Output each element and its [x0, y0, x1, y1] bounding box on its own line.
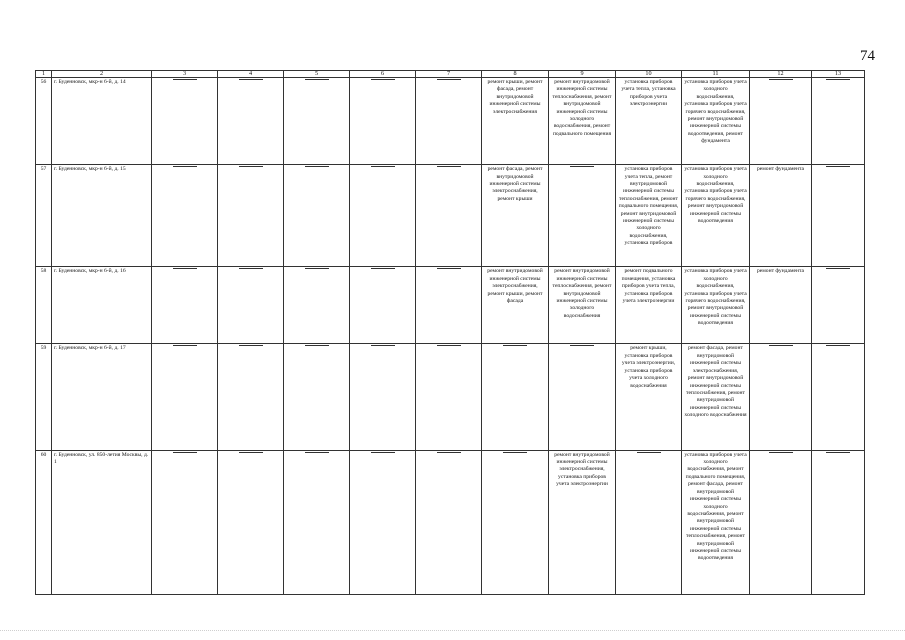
dash-mark	[239, 166, 263, 167]
work-cell: ремонт фундамента	[750, 165, 812, 267]
col-header: 6	[350, 71, 416, 78]
work-cell: ремонт внутридомовой инженерной системы электроснабжения, ремонт крыши, ремонт фасада	[482, 267, 549, 344]
table-row	[36, 78, 865, 165]
empty-cell	[482, 450, 549, 594]
dash-mark	[637, 452, 661, 453]
empty-cell	[218, 267, 284, 344]
empty-cell	[284, 165, 350, 267]
dash-mark	[570, 166, 594, 167]
empty-cell	[218, 450, 284, 594]
dash-mark	[371, 345, 395, 346]
dash-mark	[769, 79, 793, 80]
empty-cell	[218, 165, 284, 267]
dash-mark	[826, 452, 850, 453]
address-cell: г. Буденновск, мкр-н 6-й, д. 15	[52, 165, 152, 267]
table-row	[36, 450, 865, 594]
dash-mark	[239, 268, 263, 269]
empty-cell	[152, 267, 218, 344]
dash-mark	[437, 452, 461, 453]
work-cell: установка приборов учета холодного водоснабжения, ремонт подвального помещения, ремонт фасада, ремонт внутридомовой инженерной системы холодного водоснабжения, ремонт внутридомовой инженерной системы теплоснабжения, ремонт внутридомовой инженерной системы водоотведения	[682, 450, 750, 594]
empty-cell	[284, 78, 350, 165]
work-cell: ремонт фундамента	[750, 267, 812, 344]
dash-mark	[437, 79, 461, 80]
empty-cell	[350, 344, 416, 450]
empty-cell	[218, 78, 284, 165]
empty-cell	[416, 267, 482, 344]
dash-mark	[570, 345, 594, 346]
empty-cell	[812, 165, 865, 267]
empty-cell	[616, 450, 682, 594]
dash-mark	[826, 79, 850, 80]
col-header: 4	[218, 71, 284, 78]
col-header: 12	[750, 71, 812, 78]
empty-cell	[152, 344, 218, 450]
dash-mark	[239, 345, 263, 346]
table-row	[36, 165, 865, 267]
dash-mark	[173, 345, 197, 346]
dash-mark	[173, 452, 197, 453]
dash-mark	[305, 166, 329, 167]
col-header: 11	[682, 71, 750, 78]
empty-cell	[284, 450, 350, 594]
empty-cell	[350, 78, 416, 165]
work-cell: ремонт фасада, ремонт внутридомовой инженерной системы электроснабжения, ремонт крыши	[482, 165, 549, 267]
empty-cell	[549, 165, 616, 267]
row-number: 56	[36, 78, 52, 165]
work-cell: установка приборов учета холодного водоснабжения, установка приборов учета горячего водоснабжения, ремонт внутридомовой инженерной системы водоотведения	[682, 165, 750, 267]
empty-cell	[812, 344, 865, 450]
address-cell: г. Буденновск, мкр-н 6-й, д. 14	[52, 78, 152, 165]
dash-mark	[437, 268, 461, 269]
table-row	[36, 267, 865, 344]
dash-mark	[826, 345, 850, 346]
empty-cell	[416, 78, 482, 165]
work-cell: установка приборов учета холодного водоснабжения, установка приборов учета горячего водоснабжения, ремонт внутридомовой инженерной системы водоотведения, ремонт фундамента	[682, 78, 750, 165]
dash-mark	[173, 166, 197, 167]
empty-cell	[152, 450, 218, 594]
col-header: 2	[52, 71, 152, 78]
dash-mark	[173, 268, 197, 269]
work-cell: установка приборов учета холодного водоснабжения, установка приборов учета горячего водоснабжения, ремонт внутридомовой инженерной системы водоотведения	[682, 267, 750, 344]
dash-mark	[371, 268, 395, 269]
row-number: 57	[36, 165, 52, 267]
empty-cell	[482, 344, 549, 450]
empty-cell	[284, 267, 350, 344]
empty-cell	[416, 450, 482, 594]
dash-mark	[503, 345, 527, 346]
col-header: 10	[616, 71, 682, 78]
empty-cell	[152, 165, 218, 267]
work-cell: ремонт подвального помещения, установка приборов учета тепла, установка приборов учета электроэнергии	[616, 267, 682, 344]
dash-mark	[371, 79, 395, 80]
empty-cell	[218, 344, 284, 450]
scan-edge-artifact	[0, 630, 905, 632]
empty-cell	[416, 344, 482, 450]
empty-cell	[750, 78, 812, 165]
empty-cell	[416, 165, 482, 267]
col-header: 7	[416, 71, 482, 78]
col-header: 8	[482, 71, 549, 78]
row-number: 59	[36, 344, 52, 450]
col-header: 13	[812, 71, 865, 78]
dash-mark	[437, 345, 461, 346]
col-header: 3	[152, 71, 218, 78]
dash-mark	[305, 345, 329, 346]
page-number: 74	[860, 48, 875, 64]
table-row	[36, 344, 865, 450]
dash-mark	[239, 452, 263, 453]
empty-cell	[350, 450, 416, 594]
empty-cell	[152, 78, 218, 165]
work-cell: ремонт внутридомовой инженерной системы теплоснабжения, ремонт внутридомовой инженерной системы холодного водоснабжения	[549, 267, 616, 344]
dash-mark	[769, 345, 793, 346]
dash-mark	[173, 79, 197, 80]
empty-cell	[812, 267, 865, 344]
row-number: 60	[36, 450, 52, 594]
dash-mark	[305, 268, 329, 269]
dash-mark	[371, 452, 395, 453]
empty-cell	[284, 344, 350, 450]
empty-cell	[350, 267, 416, 344]
work-cell: ремонт крыши, ремонт фасада, ремонт внутридомовой инженерной системы электроснабжения	[482, 78, 549, 165]
address-cell: г. Буденновск, мкр-н 6-й, д. 17	[52, 344, 152, 450]
header-row	[36, 71, 865, 78]
dash-mark	[769, 452, 793, 453]
empty-cell	[350, 165, 416, 267]
empty-cell	[549, 344, 616, 450]
dash-mark	[305, 79, 329, 80]
work-cell: ремонт внутридомовой инженерной системы электроснабжения, установка приборов учета электроэнергии	[549, 450, 616, 594]
empty-cell	[750, 344, 812, 450]
row-number: 58	[36, 267, 52, 344]
register-table	[35, 70, 865, 595]
col-header: 5	[284, 71, 350, 78]
work-cell: установка приборов учета тепла, установка приборов учета электроэнергии	[616, 78, 682, 165]
dash-mark	[437, 166, 461, 167]
address-cell: г. Буденновск, мкр-н 6-й, д. 16	[52, 267, 152, 344]
dash-mark	[371, 166, 395, 167]
empty-cell	[812, 450, 865, 594]
work-cell: ремонт фасада, ремонт внутридомовой инженерной системы электроснабжения, ремонт внутридомовой инженерной системы теплоснабжения, ремонт внутридомовой инженерной системы холодного водоснабжения	[682, 344, 750, 450]
work-cell: установка приборов учета тепла, ремонт внутридомовой инженерной системы теплоснабжения, ремонт подвального помещения, ремонт внутридомовой инженерной системы холодного водоснабжения, установка приборов	[616, 165, 682, 267]
dash-mark	[239, 79, 263, 80]
empty-cell	[750, 450, 812, 594]
col-header: 9	[549, 71, 616, 78]
dash-mark	[826, 268, 850, 269]
work-cell: ремонт внутридомовой инженерной системы теплоснабжения, ремонт внутридомовой инженерной системы холодного водоснабжения, ремонт подвального помещения	[549, 78, 616, 165]
dash-mark	[503, 452, 527, 453]
empty-cell	[812, 78, 865, 165]
dash-mark	[826, 166, 850, 167]
address-cell: г. Буденновск, ул. 850-летия Москвы, д. 1	[52, 450, 152, 594]
dash-mark	[305, 452, 329, 453]
col-header: 1	[36, 71, 52, 78]
work-cell: ремонт крыши, установка приборов учета электроэнергии, установка приборов учета холодного водоснабжения	[616, 344, 682, 450]
